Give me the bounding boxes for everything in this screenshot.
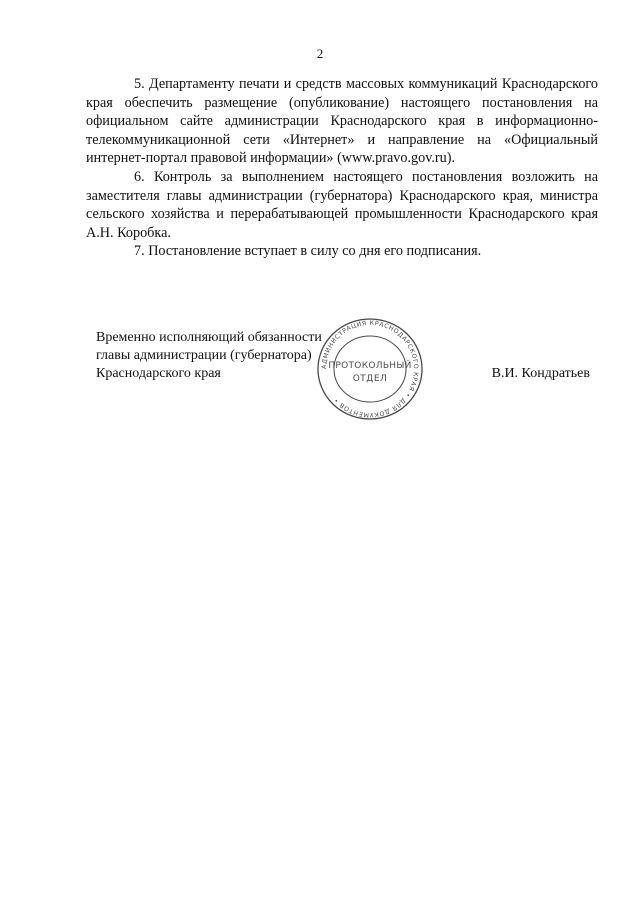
signer-name: В.И. Кондратьев: [491, 366, 590, 381]
document-body: [86, 75, 598, 261]
signer-position-line-1: Временно исполняющий обязанности: [96, 330, 322, 345]
paragraph-6: 6. Контроль за выполнением настоящего постановления возложить на заместителя главы администрации (губернатора) Краснодарского края, министра сельского хозяйства и перерабатывающей промышленности Краснодарского края А.Н. Коробка.: [86, 168, 598, 241]
official-stamp: [310, 314, 430, 424]
paragraph-5: 5. Департаменту печати и средств массовых коммуникаций Краснодарского края обеспечить размещение (опубликование) настоящего постановления на официальном сайте администрации Краснодарского края в информационно-телекоммуникационной сети «Интернет» и направление на «Официальный интернет-портал правовой информации» (www.pravo.gov.ru).: [86, 76, 598, 167]
stamp-center-line-1: ПРОТОКОЛЬНЫЙ: [328, 361, 412, 371]
signer-position-line-3: Краснодарского края: [96, 366, 221, 381]
page-number: 2: [316, 46, 324, 61]
paragraph-7: 7. Постановление вступает в силу со дня его подписания.: [134, 243, 482, 260]
signature-block: [96, 319, 598, 440]
stamp-center-line-2: ОТДЕЛ: [352, 374, 388, 384]
stamp-ring-text: АДМИНИСТРАЦИЯ КРАСНОДАРСКОГО КРАЯ • ДЛЯ ДОКУМЕНТОВ •: [320, 319, 420, 419]
signer-position-line-2: главы администрации (губернатора): [96, 348, 312, 363]
